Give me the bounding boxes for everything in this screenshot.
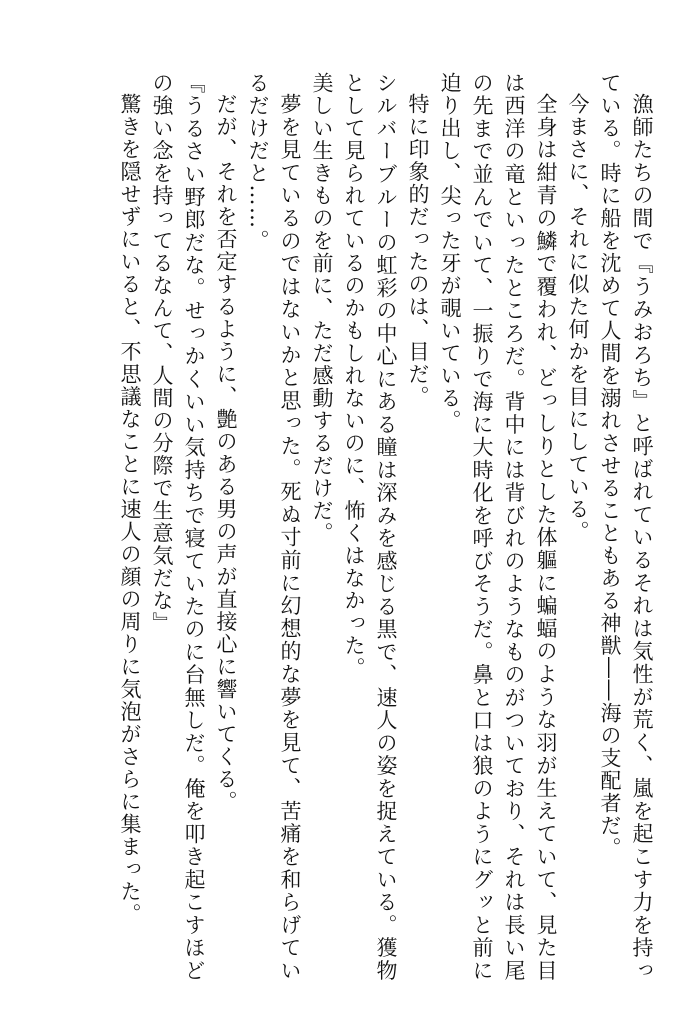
paragraph: 驚きを隠せずにいると、不思議なことに速人の顔の周りに気泡がさらに集まった。: [118, 93, 142, 926]
paragraph: 今まさに、それに似た何かを目にしている。: [566, 93, 590, 543]
paragraph: 特に印象的だったのは、目だ。: [406, 93, 430, 408]
paragraph: 全身は紺青の鱗で覆われ、どっしりとした体軀に蝙蝠のような羽が生えていて、見た目は西洋の竜といったところだ。背中には背びれのようなものがついており、それは長い尾の先まで並んでいて、一振りで海に大時化を呼びそうだ。鼻と口は狼のようにグッと前に迫り出し、尖った牙が覗いている。: [438, 72, 558, 982]
vertical-text-body: [18, 72, 658, 982]
paragraph: 夢を見ているのではないかと思った。死ぬ寸前に幻想的な夢を見て、苦痛を和らげているだけだと……。: [246, 72, 302, 982]
paragraph: 美しい生きものを前に、ただ感動するだけだ。: [310, 72, 334, 545]
paragraph: シルバーブルーの虹彩の中心にある瞳は深みを感じる黒で、速人の姿を捉えている。獲物として見られているのかもしれないのに、怖くはなかった。: [342, 72, 398, 982]
dialogue-paragraph: 『うるさい野郎だな。せっかくいい気持ちで寝ていたのに台無しだ。俺を叩き起こすほどの強い念を持ってるなんて、人間の分際で生意気だな』: [150, 72, 206, 982]
paragraph: 漁師たちの間で『うみおろち』と呼ばれているそれは気性が荒く、嵐を起こす力を持っている。時に船を沈めて人間を溺れさせることもある神獣――海の支配者だ。: [598, 72, 654, 982]
paragraph: だが、それを否定するように、艶のある男の声が直接心に響いてくる。: [214, 93, 238, 813]
